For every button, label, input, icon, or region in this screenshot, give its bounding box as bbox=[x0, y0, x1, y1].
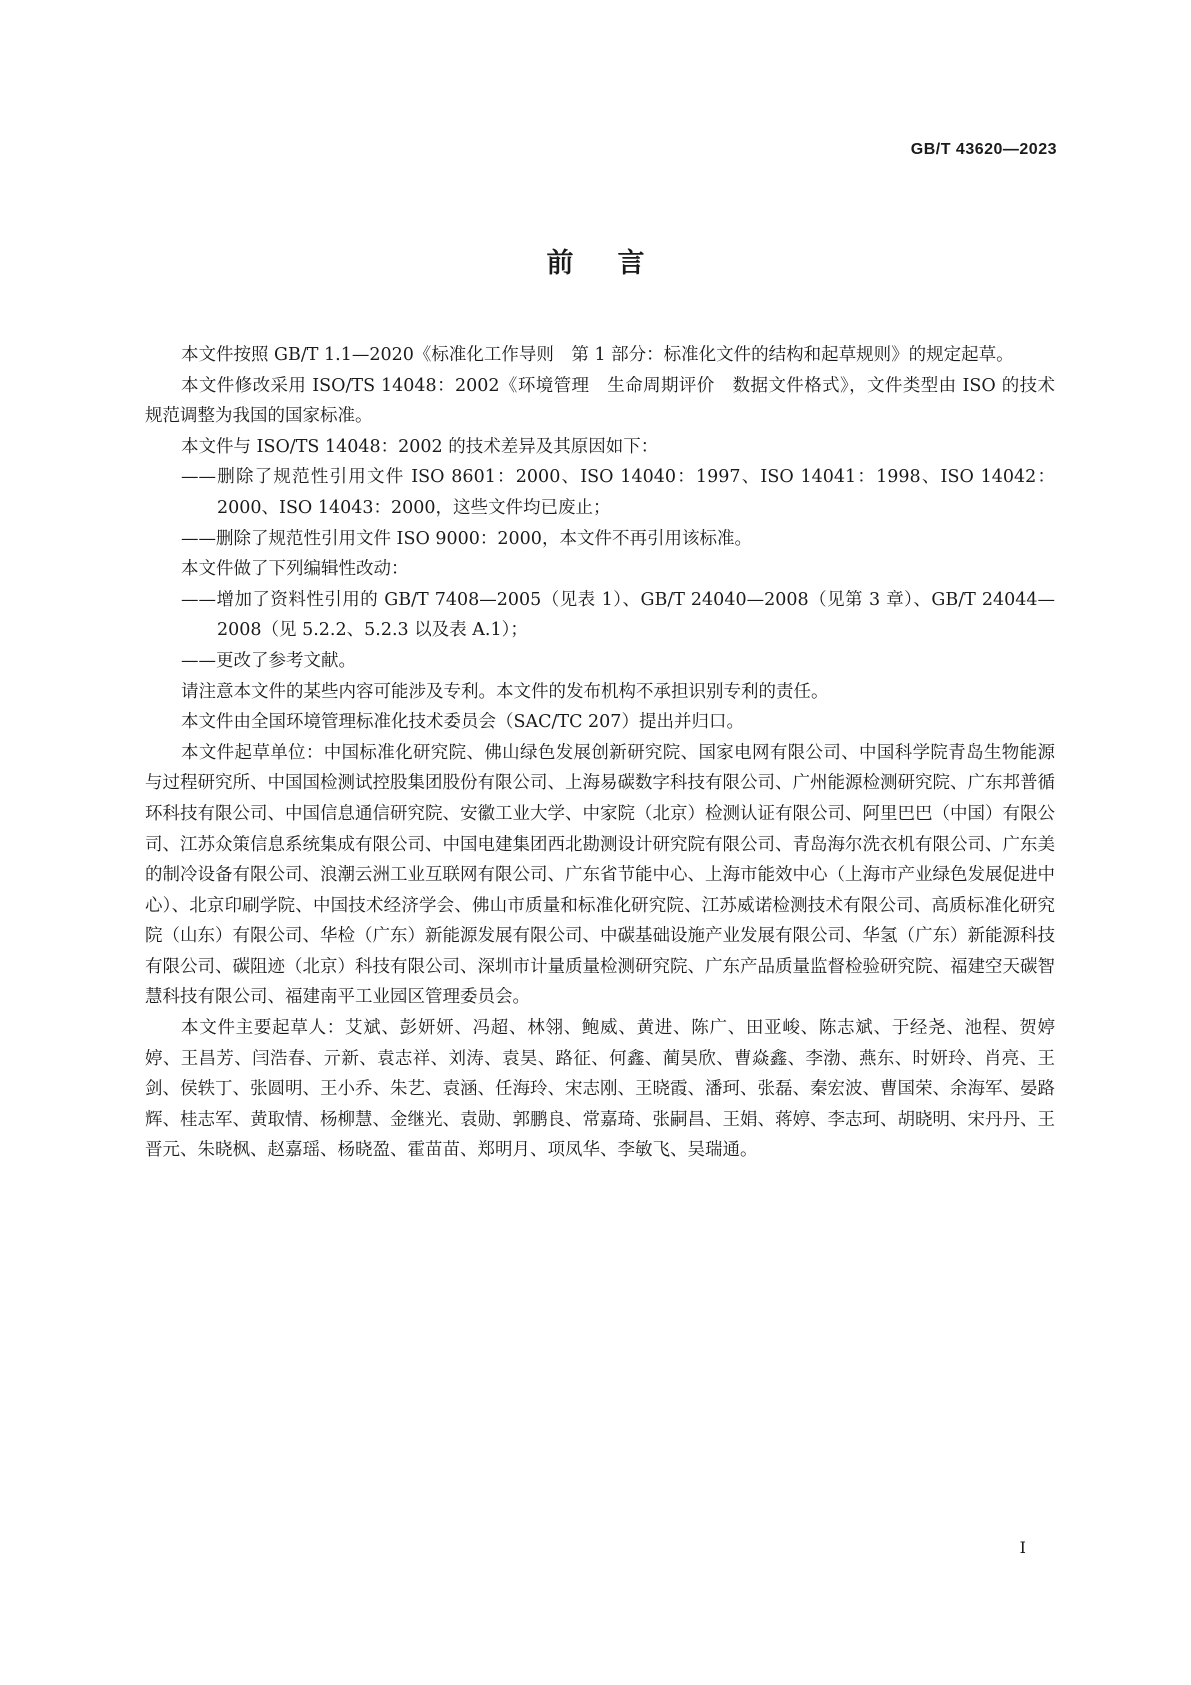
standard-code: GB/T 43620—2023 bbox=[910, 141, 1057, 158]
list-item-difference: ——删除了规范性引用文件 ISO 8601：2000、ISO 14040：1997、ISO 14041：1998、ISO 14042：2000、ISO 14043：2000，这些文件均已废止； bbox=[181, 467, 1055, 518]
paragraph-adoption: 本文件修改采用 ISO/TS 14048：2002《环境管理 生命周期评价 数据文件格式》，文件类型由 ISO 的技术规范调整为我国的国家标准。 bbox=[145, 375, 1055, 427]
paragraph-drafters: 本文件主要起草人：艾斌、彭妍妍、冯超、林翎、鲍威、黄进、陈广、田亚峻、陈志斌、于经尧、池程、贺婷婷、王昌芳、闫浩春、亓新、袁志祥、刘涛、袁昊、路征、何鑫、蔺昊欣、曹焱鑫、李渤、燕东、时妍玲、肖亮、王剑、侯轶丁、张圆明、王小乔、朱艺、袁涵、任海玲、宋志刚、王晓霞、潘珂、张磊、秦宏波、曹国荣、余海军、晏路辉、桂志军、黄取情、杨柳慧、金继光、袁勋、郭鹏良、常嘉琦、张嗣昌、王娟、蒋婷、李志珂、胡晓明、宋丹丹、王晋元、朱晓枫、赵嘉瑶、杨晓盈、霍苗苗、郑明月、项凤华、李敏飞、吴瑞通。 bbox=[145, 1018, 1055, 1161]
paragraph-drafting-units: 本文件起草单位：中国标准化研究院、佛山绿色发展创新研究院、国家电网有限公司、中国科学院青岛生物能源与过程研究所、中国国检测试控股集团股份有限公司、上海易碳数字科技有限公司、广州能源检测研究院、广东邦普循环科技有限公司、中国信息通信研究院、安徽工业大学、中家院（北京）检测认证有限公司、阿里巴巴（中国）有限公司、江苏众策信息系统集成有限公司、中国电建集团西北勘测设计研究院有限公司、青岛海尔洗衣机有限公司、广东美的制冷设备有限公司、浪潮云洲工业互联网有限公司、广东省节能中心、上海市能效中心（上海市产业绿色发展促进中心）、北京印刷学院、中国技术经济学会、佛山市质量和标准化研究院、江苏威诺检测技术有限公司、高质标准化研究院（山东）有限公司、华检（广东）新能源发展有限公司、中碳基础设施产业发展有限公司、华氢（广东）新能源科技有限公司、碳阻迹（北京）科技有限公司、深圳市计量质量检测研究院、广东产品质量监督检验研究院、福建空天碳智慧科技有限公司、福建南平工业园区管理委员会。 bbox=[145, 742, 1055, 1008]
paragraph-proposer: 本文件由全国环境管理标准化技术委员会（SAC/TC 207）提出并归口。 bbox=[181, 712, 744, 733]
list-item-editorial-change: ——增加了资料性引用的 GB/T 7408—2005（见表 1）、GB/T 24040—2008（见第 3 章）、GB/T 24044—2008（见 5.2.2、5.2.3 以及表 A.1）； bbox=[181, 589, 1055, 641]
paragraph-drafting-rules: 本文件按照 GB/T 1.1—2020《标准化工作导则 第 1 部分：标准化文件的结构和起草规则》的规定起草。 bbox=[181, 345, 1014, 365]
paragraph-editorial-changes: 本文件做了下列编辑性改动： bbox=[181, 559, 409, 580]
list-item-difference: ——删除了规范性引用文件 ISO 9000：2000，本文件不再引用该标准。 bbox=[181, 528, 752, 549]
paragraph-patent-notice: 请注意本文件的某些内容可能涉及专利。本文件的发布机构不承担识别专利的责任。 bbox=[181, 681, 829, 702]
paragraph-technical-differences: 本文件与 ISO/TS 14048：2002 的技术差异及其原因如下： bbox=[181, 436, 659, 457]
page-number: I bbox=[1019, 1538, 1026, 1557]
list-item-editorial-change: ——更改了参考文献。 bbox=[181, 650, 356, 671]
page-title: 前言 bbox=[546, 248, 689, 279]
foreword-body bbox=[145, 340, 1055, 1166]
